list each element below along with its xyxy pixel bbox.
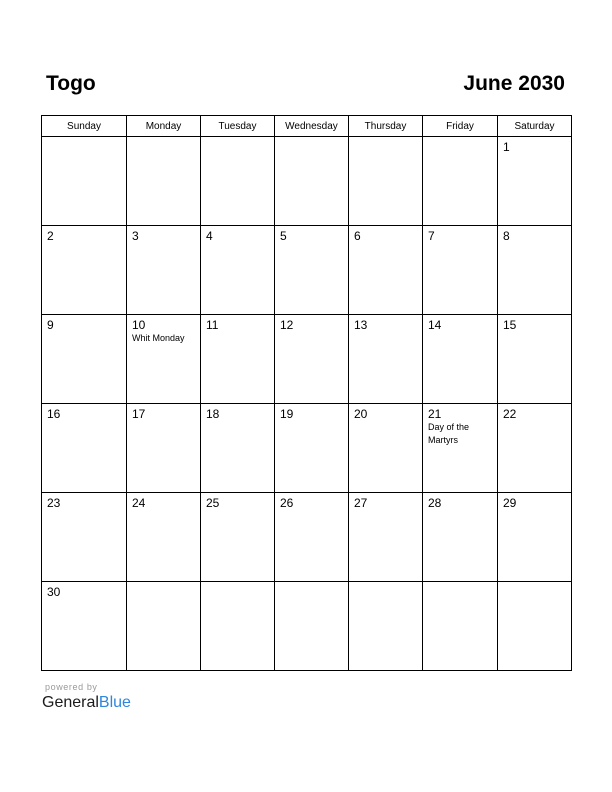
day-number: 29 [503, 496, 517, 510]
day-number: 21 [428, 407, 442, 421]
powered-by-label: powered by [45, 682, 98, 692]
day-number: 9 [47, 318, 54, 332]
day-number: 3 [132, 229, 139, 243]
day-number: 10 [132, 318, 146, 332]
weekday-header-thursday: Thursday [349, 116, 423, 137]
day-cell-26 [275, 493, 349, 582]
day-cell-25 [201, 493, 275, 582]
day-cell-22 [498, 404, 572, 493]
day-number: 7 [428, 229, 435, 243]
generalblue-logo [42, 693, 131, 713]
day-cell-1 [498, 137, 572, 226]
day-cell-empty [127, 137, 201, 226]
weekday-header-row [42, 116, 572, 137]
day-number: 15 [503, 318, 517, 332]
week-row [42, 404, 572, 493]
day-cell-empty [349, 137, 423, 226]
day-cell-17 [127, 404, 201, 493]
day-cell-2 [42, 226, 127, 315]
day-cell-empty [423, 137, 498, 226]
month-year-title: June 2030 [463, 72, 565, 95]
day-number: 18 [206, 407, 220, 421]
day-cell-27 [349, 493, 423, 582]
weekday-header-wednesday: Wednesday [275, 116, 349, 137]
country-title: Togo [46, 72, 96, 95]
day-cell-9 [42, 315, 127, 404]
week-row [42, 315, 572, 404]
day-cell-28 [423, 493, 498, 582]
day-cell-14 [423, 315, 498, 404]
brand-general-text: General [42, 694, 99, 711]
day-number: 2 [47, 229, 54, 243]
holiday-label: Whit Monday [132, 333, 185, 343]
day-cell-3 [127, 226, 201, 315]
day-number: 1 [503, 140, 510, 154]
day-cell-empty [275, 582, 349, 671]
day-cell-12 [275, 315, 349, 404]
day-number: 19 [280, 407, 294, 421]
day-cell-18 [201, 404, 275, 493]
week-row [42, 137, 572, 226]
weekday-header-tuesday: Tuesday [201, 116, 275, 137]
weekday-header-sunday: Sunday [42, 116, 127, 137]
day-number: 27 [354, 496, 368, 510]
day-cell-empty [127, 582, 201, 671]
day-cell-empty [201, 137, 275, 226]
day-number: 5 [280, 229, 287, 243]
day-number: 4 [206, 229, 213, 243]
week-row [42, 582, 572, 671]
day-cell-8 [498, 226, 572, 315]
weekday-header-monday: Monday [127, 116, 201, 137]
day-cell-7 [423, 226, 498, 315]
day-cell-20 [349, 404, 423, 493]
day-cell-5 [275, 226, 349, 315]
day-number: 14 [428, 318, 442, 332]
day-number: 25 [206, 496, 220, 510]
day-cell-21 [423, 404, 498, 493]
day-cell-24 [127, 493, 201, 582]
day-number: 8 [503, 229, 510, 243]
day-cell-11 [201, 315, 275, 404]
day-cell-30 [42, 582, 127, 671]
day-number: 22 [503, 407, 517, 421]
weekday-header-friday: Friday [423, 116, 498, 137]
day-number: 28 [428, 496, 442, 510]
day-number: 20 [354, 407, 368, 421]
day-cell-15 [498, 315, 572, 404]
day-cell-empty [201, 582, 275, 671]
day-cell-23 [42, 493, 127, 582]
day-number: 23 [47, 496, 61, 510]
day-cell-29 [498, 493, 572, 582]
day-cell-19 [275, 404, 349, 493]
day-cell-10 [127, 315, 201, 404]
day-cell-4 [201, 226, 275, 315]
brand-blue-text: Blue [98, 694, 131, 711]
day-number: 12 [280, 318, 294, 332]
day-number: 26 [280, 496, 294, 510]
day-number: 16 [47, 407, 61, 421]
day-number: 30 [47, 585, 61, 599]
day-cell-16 [42, 404, 127, 493]
calendar-grid [41, 115, 572, 671]
day-number: 6 [354, 229, 361, 243]
day-number: 17 [132, 407, 146, 421]
weekday-header-saturday: Saturday [498, 116, 572, 137]
week-row [42, 226, 572, 315]
day-cell-empty [42, 137, 127, 226]
day-cell-empty [275, 137, 349, 226]
day-cell-6 [349, 226, 423, 315]
day-cell-empty [349, 582, 423, 671]
week-row [42, 493, 572, 582]
holiday-label: Day of the Martyrs [428, 422, 470, 445]
day-cell-empty [423, 582, 498, 671]
day-number: 11 [206, 318, 219, 332]
day-cell-13 [349, 315, 423, 404]
day-number: 13 [354, 318, 368, 332]
day-cell-empty [498, 582, 572, 671]
day-number: 24 [132, 496, 146, 510]
